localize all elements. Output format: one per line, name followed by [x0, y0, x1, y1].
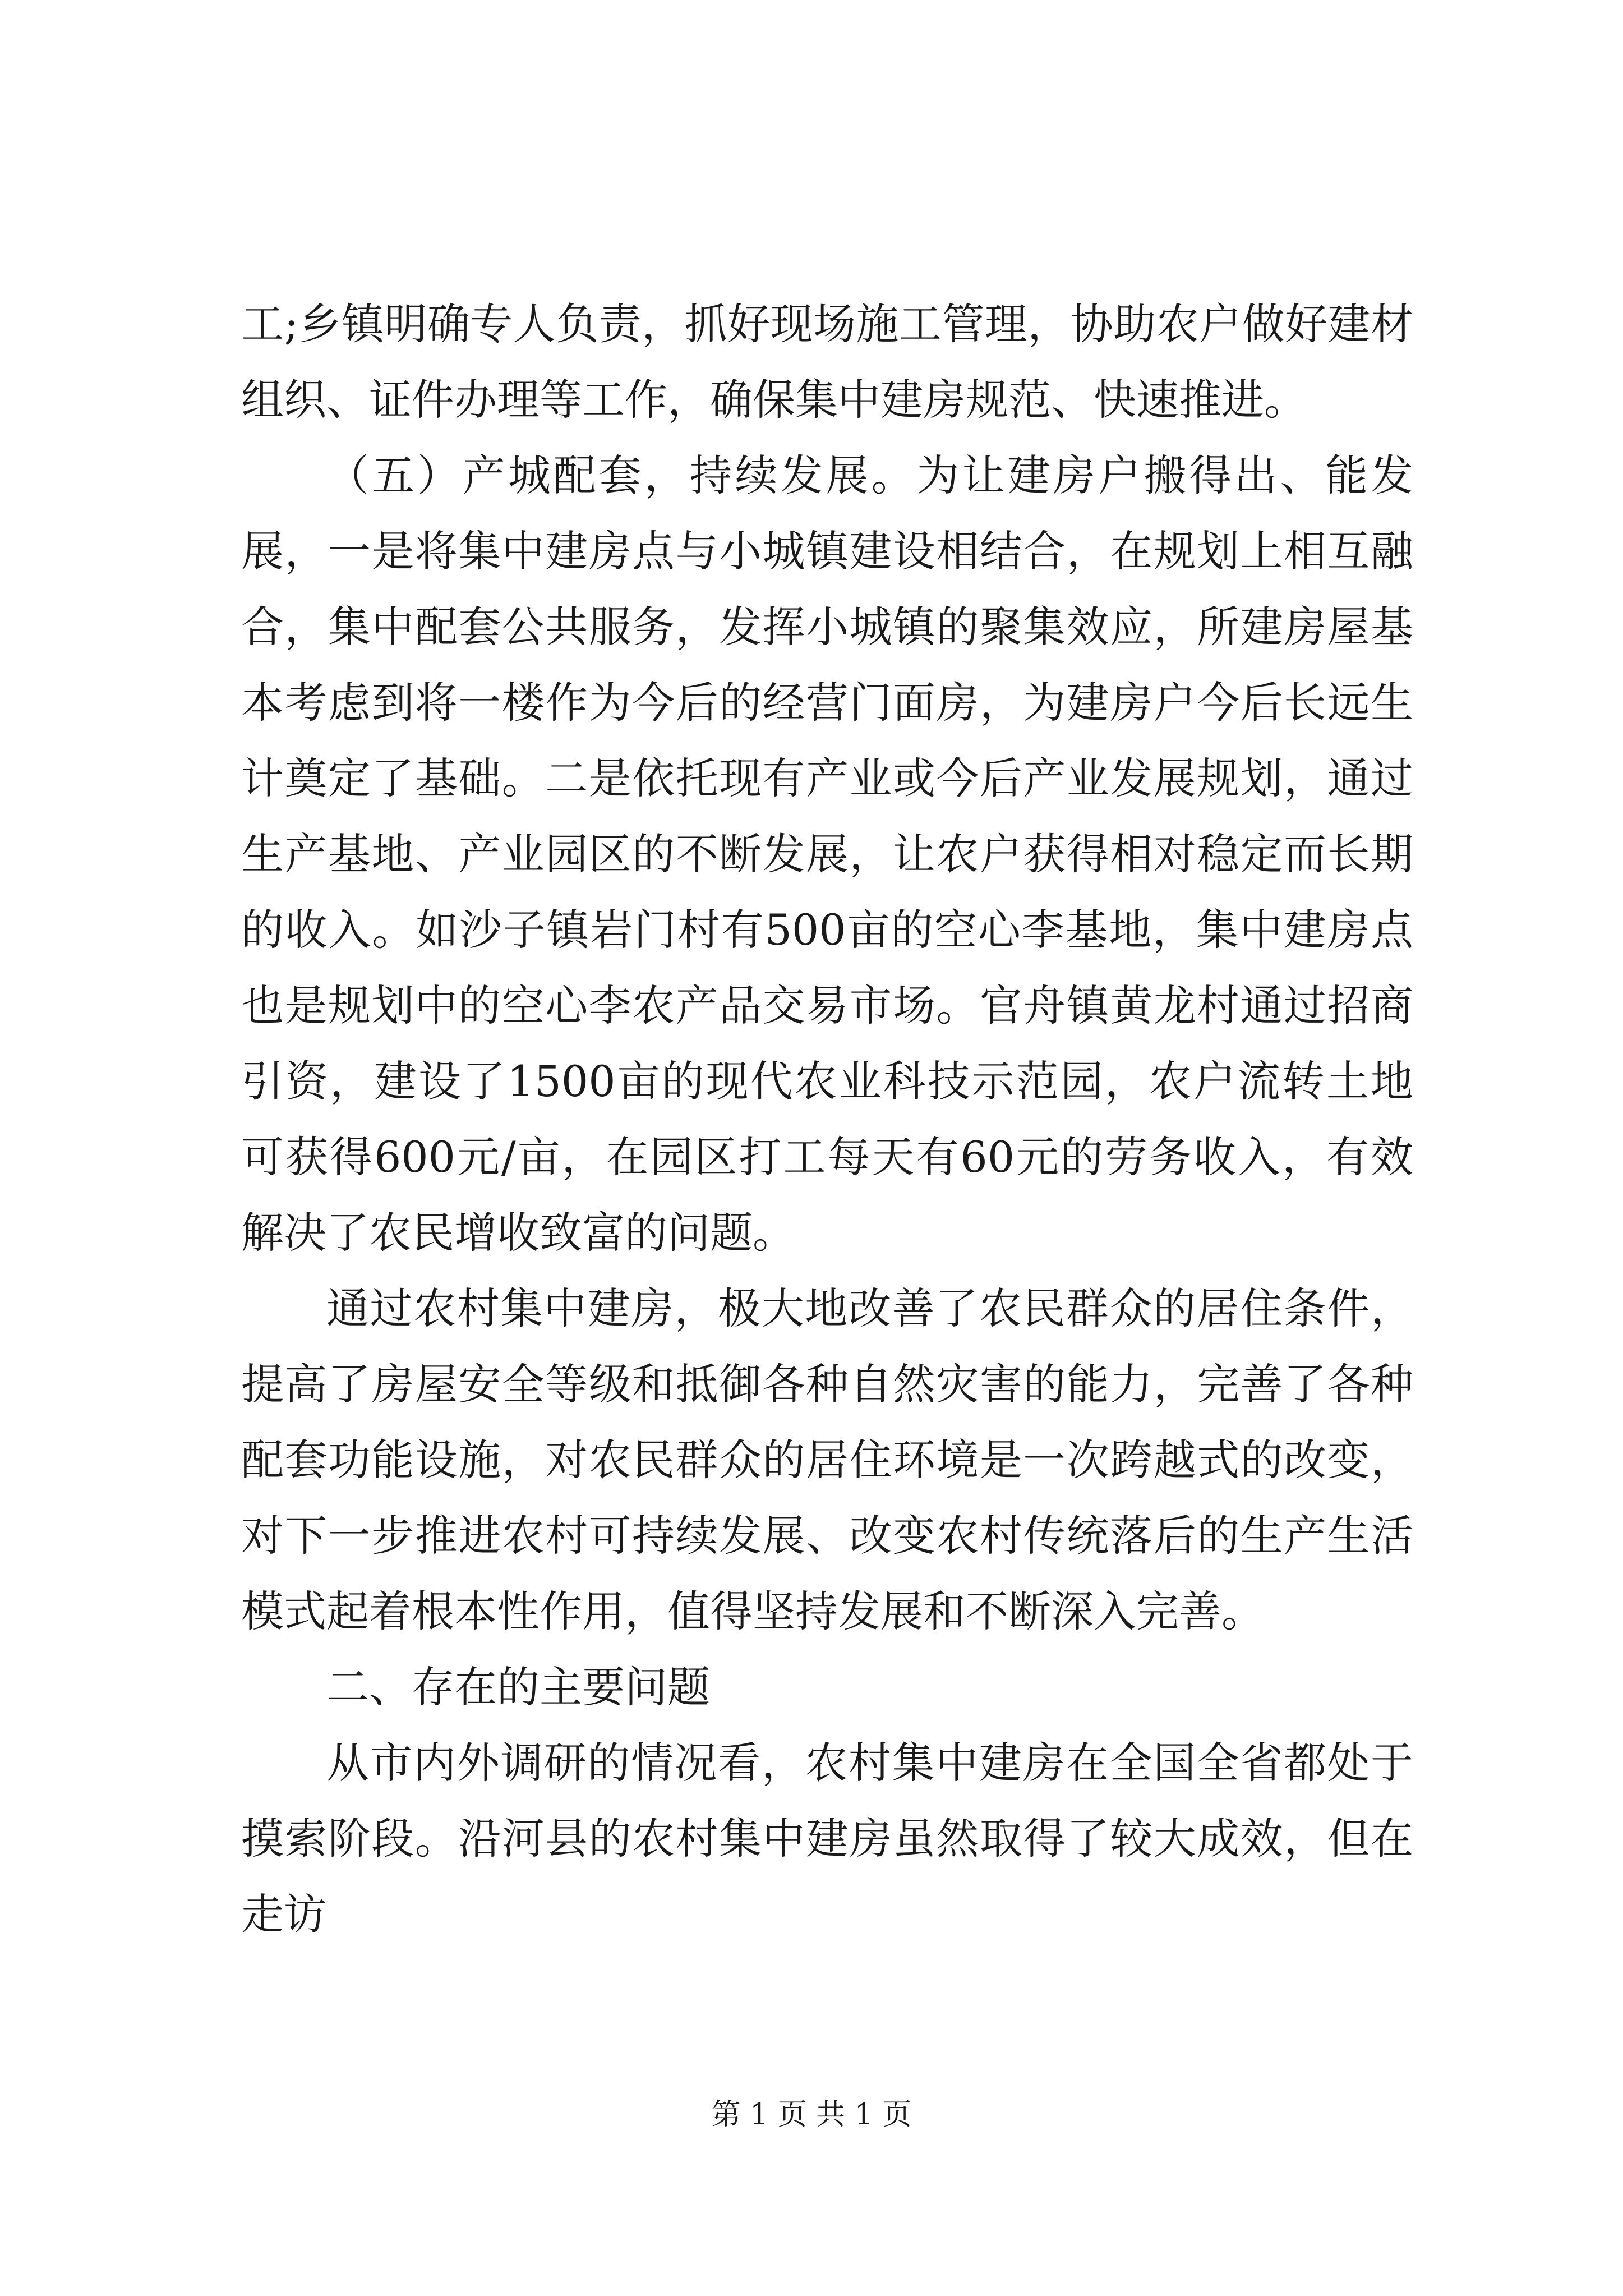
- paragraph-problems-intro: 从市内外调研的情况看，农村集中建房在全国全省都处于摸索阶段。沿河县的农村集中建房虽然取得了较大成效，但在走访: [241, 1738, 1413, 1939]
- page-footer: 第 1 页 共 1 页: [711, 2098, 912, 2132]
- paragraph-summary: 通过农村集中建房，极大地改善了农民群众的居住条件，提高了房屋安全等级和抵御各种自然灾害的能力，完善了各种配套功能设施，对农民群众的居住环境是一次跨越式的改变，对下一步推进农村可持续发展、改变农村传统落后的生产生活模式起着根本性作用，值得坚持发展和不断深入完善。: [241, 1283, 1413, 1636]
- section-heading-main-problems: 二、存在的主要问题: [326, 1662, 710, 1712]
- paragraph-continuation: 工;乡镇明确专人负责，抓好现场施工管理，协助农户做好建材组织、证件办理等工作，确保集中建房规范、快速推进。: [241, 299, 1413, 425]
- document-body: [241, 286, 1413, 1952]
- paragraph-section-five: （五）产城配套，持续发展。为让建房户搬得出、能发展，一是将集中建房点与小城镇建设相结合，在规划上相互融合，集中配套公共服务，发挥小城镇的聚集效应，所建房屋基本考虑到将一楼作为今后的经营门面房，为建房户今后长远生计奠定了基础。二是依托现有产业或今后产业发展规划，通过生产基地、产业园区的不断发展，让农户获得相对稳定而长期的收入。如沙子镇岩门村有500亩的空心李基地，集中建房点也是规划中的空心李农产品交易市场。官舟镇黄龙村通过招商引资，建设了1500亩的现代农业科技示范园，农户流转土地可获得600元/亩，在园区打工每天有60元的劳务收入，有效解决了农民增收致富的问题。: [241, 450, 1413, 1258]
